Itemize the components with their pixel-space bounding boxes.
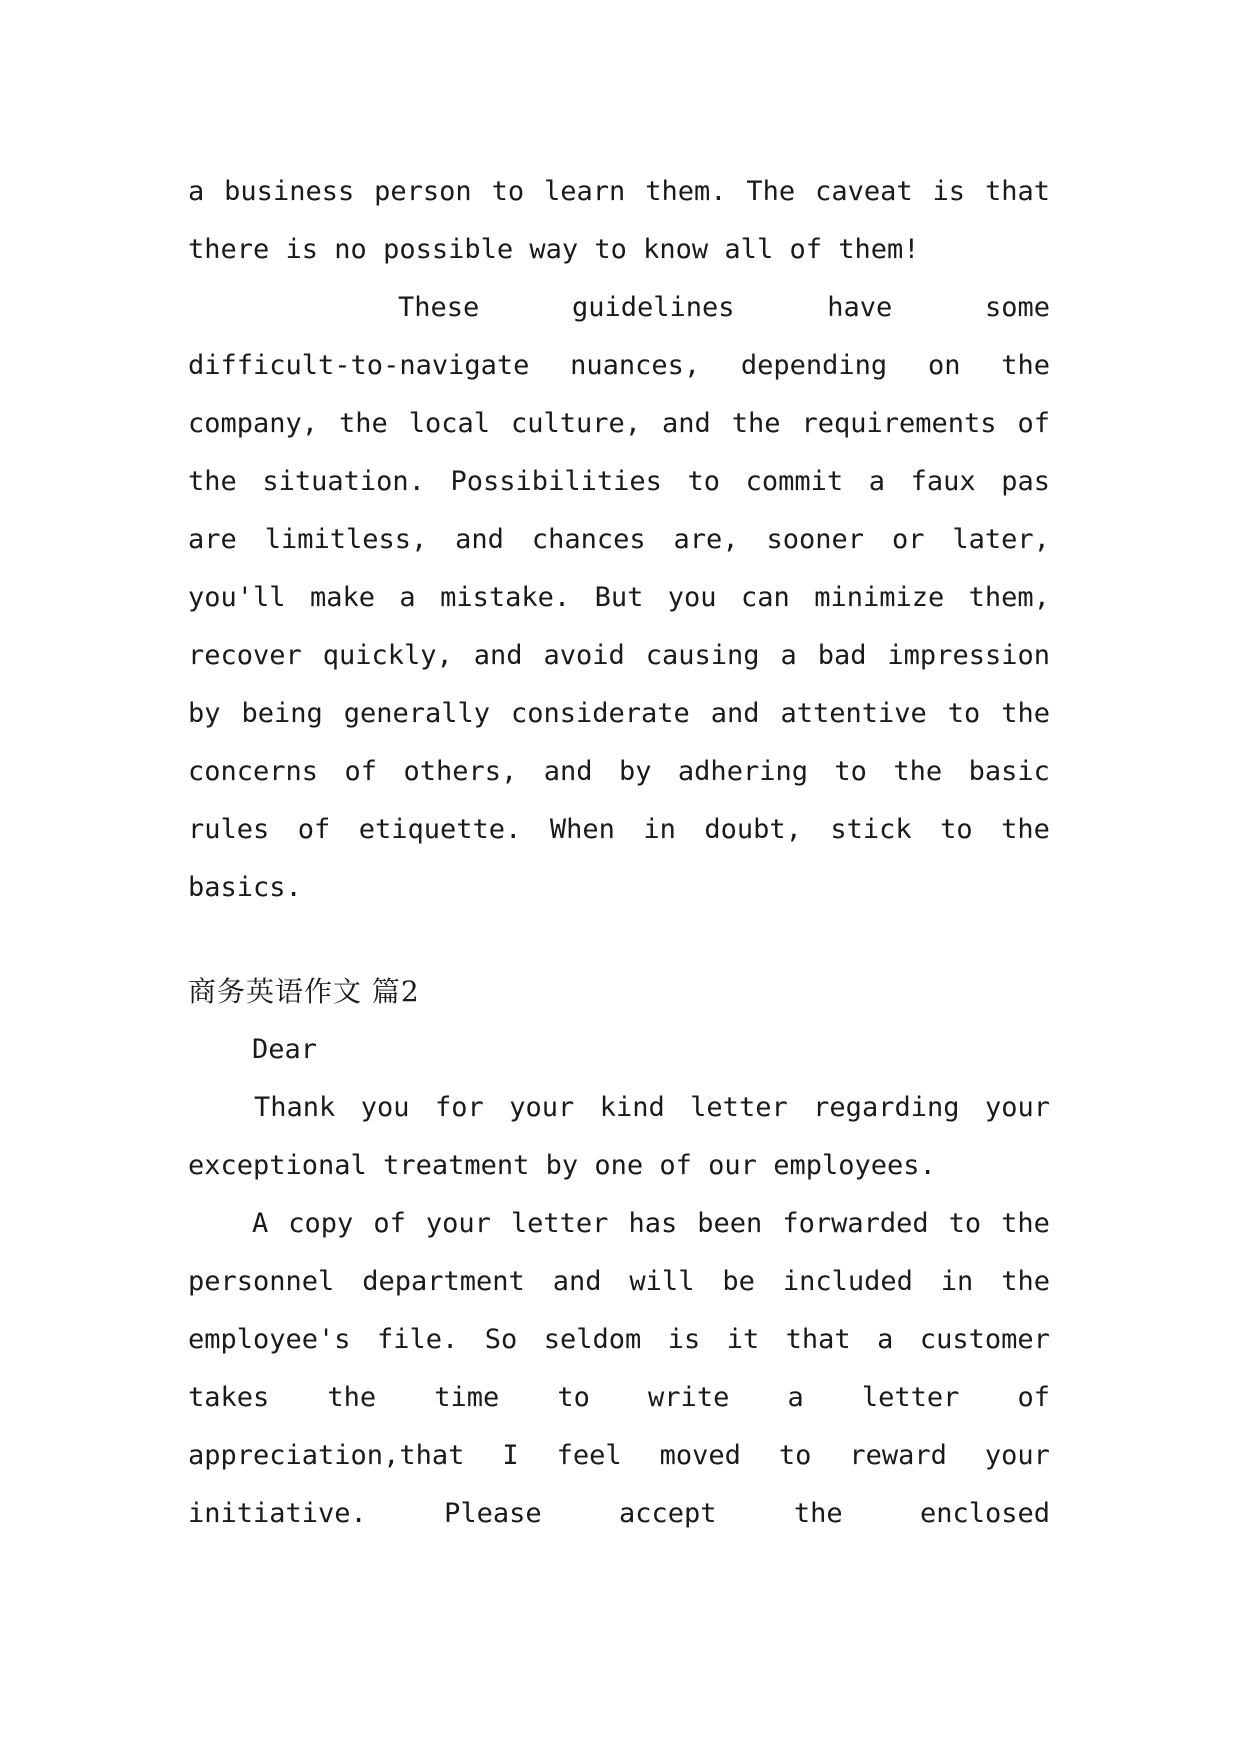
text-line (188, 1485, 1050, 1543)
word: enclosed (919, 1498, 1050, 1529)
word: and (710, 698, 760, 729)
text-line (188, 163, 1050, 221)
word: personnel (188, 1266, 335, 1297)
word: appreciation,that (188, 1440, 465, 1471)
word: a (399, 582, 416, 613)
word: concerns (188, 756, 319, 787)
text-line (188, 279, 1050, 337)
letter-salutation: Dear (252, 1034, 318, 1065)
word: have (827, 292, 893, 323)
word: them. (645, 176, 727, 207)
word: the (893, 756, 943, 787)
text-line (188, 1427, 1050, 1485)
word: moved (659, 1440, 741, 1471)
word: company, (188, 408, 319, 439)
text-line (188, 511, 1050, 569)
word: included (782, 1266, 913, 1297)
word: file. (377, 1324, 459, 1355)
text-line (188, 1369, 1050, 1427)
text-line (188, 1311, 1050, 1369)
word: depending (740, 350, 888, 381)
word: A (252, 1208, 269, 1239)
word: is (932, 176, 966, 207)
word: takes (188, 1382, 270, 1413)
word: causing (645, 640, 760, 671)
word: in (940, 1266, 974, 1297)
word: are, (673, 524, 739, 555)
word: on (927, 350, 961, 381)
text-line (188, 743, 1050, 801)
word: learn (544, 176, 626, 207)
word: When (549, 814, 615, 845)
section-spacer (188, 917, 1050, 963)
word: department (362, 1266, 525, 1297)
text-line (188, 801, 1050, 859)
word: that (785, 1324, 851, 1355)
word: a (868, 466, 885, 497)
word: to (940, 814, 973, 845)
word: your (984, 1092, 1050, 1123)
word: situation. (262, 466, 425, 497)
word: person (374, 176, 472, 207)
word: caveat (815, 176, 913, 207)
word: a (188, 176, 205, 207)
word: requirements (801, 408, 997, 439)
word: are (188, 524, 237, 555)
text-line (188, 337, 1050, 395)
word: letter (510, 1208, 609, 1239)
word: the (327, 1382, 377, 1413)
text-line (188, 453, 1050, 511)
word: to (778, 1440, 812, 1471)
word: later, (952, 524, 1050, 555)
word: and (455, 524, 504, 555)
word: doubt, (704, 814, 802, 845)
essay-section-1 (188, 163, 1050, 917)
text-line (188, 1079, 1050, 1137)
word: to (557, 1382, 590, 1413)
word: your (984, 1440, 1050, 1471)
text-line: there is no possible way to know all of them! (188, 234, 920, 265)
word: being (241, 698, 323, 729)
word: of (344, 756, 378, 787)
word: the (1001, 698, 1050, 729)
word: you (360, 1092, 410, 1123)
word: in (643, 814, 676, 845)
word: letter (690, 1092, 788, 1123)
word: initiative. (188, 1498, 367, 1529)
word: be (722, 1266, 755, 1297)
word: the (339, 408, 388, 439)
word: sooner (766, 524, 865, 555)
word: business (224, 176, 355, 207)
document-body (188, 163, 1050, 1543)
word: stick (830, 814, 912, 845)
word: the (793, 1498, 843, 1529)
word: it (726, 1324, 760, 1355)
word: the (1001, 350, 1050, 381)
word: by (618, 756, 652, 787)
word: These (398, 292, 480, 323)
word: nuances, (570, 350, 701, 381)
word: the (1001, 814, 1050, 845)
word: I (502, 1440, 519, 1471)
word: letter (861, 1382, 960, 1413)
word: attentive (780, 698, 927, 729)
text-line (188, 685, 1050, 743)
word: quickly, (322, 640, 453, 671)
word: The (746, 176, 796, 207)
word: of (297, 814, 331, 845)
word: generally (343, 698, 491, 729)
word: bad (817, 640, 867, 671)
word: a (780, 640, 797, 671)
text-line (188, 569, 1050, 627)
word: can (740, 582, 790, 613)
word: time (434, 1382, 500, 1413)
word: considerate (510, 698, 690, 729)
word: or (891, 524, 925, 555)
word: the (1001, 1208, 1050, 1239)
word: commit (745, 466, 844, 497)
word: pas (1001, 466, 1050, 497)
word: some (984, 292, 1050, 323)
word: avoid (543, 640, 625, 671)
word: impression (887, 640, 1050, 671)
word: and (473, 640, 523, 671)
word: recover (188, 640, 302, 671)
word: minimize (814, 582, 945, 613)
word: guidelines (571, 292, 735, 323)
word: to (687, 466, 720, 497)
word: to (491, 176, 525, 207)
word: the (188, 466, 237, 497)
word: customer (919, 1324, 1050, 1355)
word: that (984, 176, 1050, 207)
word: Please (444, 1498, 542, 1529)
word: Thank (254, 1092, 336, 1123)
word: you (667, 582, 717, 613)
text-line (188, 627, 1050, 685)
word: and (552, 1266, 602, 1297)
word: write (648, 1382, 730, 1413)
word: to (834, 756, 867, 787)
word: to (947, 698, 981, 729)
word: your (509, 1092, 575, 1123)
word: culture, (510, 408, 642, 439)
text-line (188, 1253, 1050, 1311)
word: But (594, 582, 644, 613)
word: employee's (188, 1324, 351, 1355)
word: your (425, 1208, 491, 1239)
word: them, (968, 582, 1050, 613)
word: and (661, 408, 711, 439)
section-heading: 商务英语作文 篇2 (188, 975, 420, 1008)
text-line: basics. (188, 872, 302, 903)
word: a (787, 1382, 804, 1413)
word: local (408, 408, 491, 439)
word: seldom (543, 1324, 642, 1355)
word: a (877, 1324, 894, 1355)
word: has (628, 1208, 678, 1239)
word: forwarded (782, 1208, 929, 1239)
word: faux (910, 466, 976, 497)
word: will (629, 1266, 695, 1297)
word: regarding (813, 1092, 960, 1123)
word: limitless, (264, 524, 428, 555)
word: to (948, 1208, 982, 1239)
word: adhering (677, 756, 808, 787)
word: the (731, 408, 781, 439)
word: make (309, 582, 375, 613)
word: mistake. (440, 582, 571, 613)
essay-section-2 (188, 963, 1050, 1543)
word: is (667, 1324, 701, 1355)
word: kind (599, 1092, 665, 1123)
text-line (188, 1195, 1050, 1253)
word: Possibilities (450, 466, 662, 497)
word: and (543, 756, 593, 787)
word: feel (556, 1440, 622, 1471)
word: basic (968, 756, 1050, 787)
text-line (188, 395, 1050, 453)
word: So (484, 1324, 518, 1355)
word: of (1017, 408, 1050, 439)
word: the (1001, 1266, 1050, 1297)
word: accept (618, 1498, 717, 1529)
word: copy (288, 1208, 354, 1239)
word: of (373, 1208, 406, 1239)
text-line: exceptional treatment by one of our employees. (188, 1150, 936, 1181)
word: etiquette. (358, 814, 522, 845)
word: you'll (188, 582, 286, 613)
word: chances (531, 524, 646, 555)
word: difficult-to-navigate (188, 350, 530, 381)
word: rules (188, 814, 270, 845)
word: for (434, 1092, 484, 1123)
word: been (697, 1208, 763, 1239)
word: of (1017, 1382, 1050, 1413)
word: reward (849, 1440, 947, 1471)
word: others, (403, 756, 518, 787)
word: by (188, 698, 221, 729)
